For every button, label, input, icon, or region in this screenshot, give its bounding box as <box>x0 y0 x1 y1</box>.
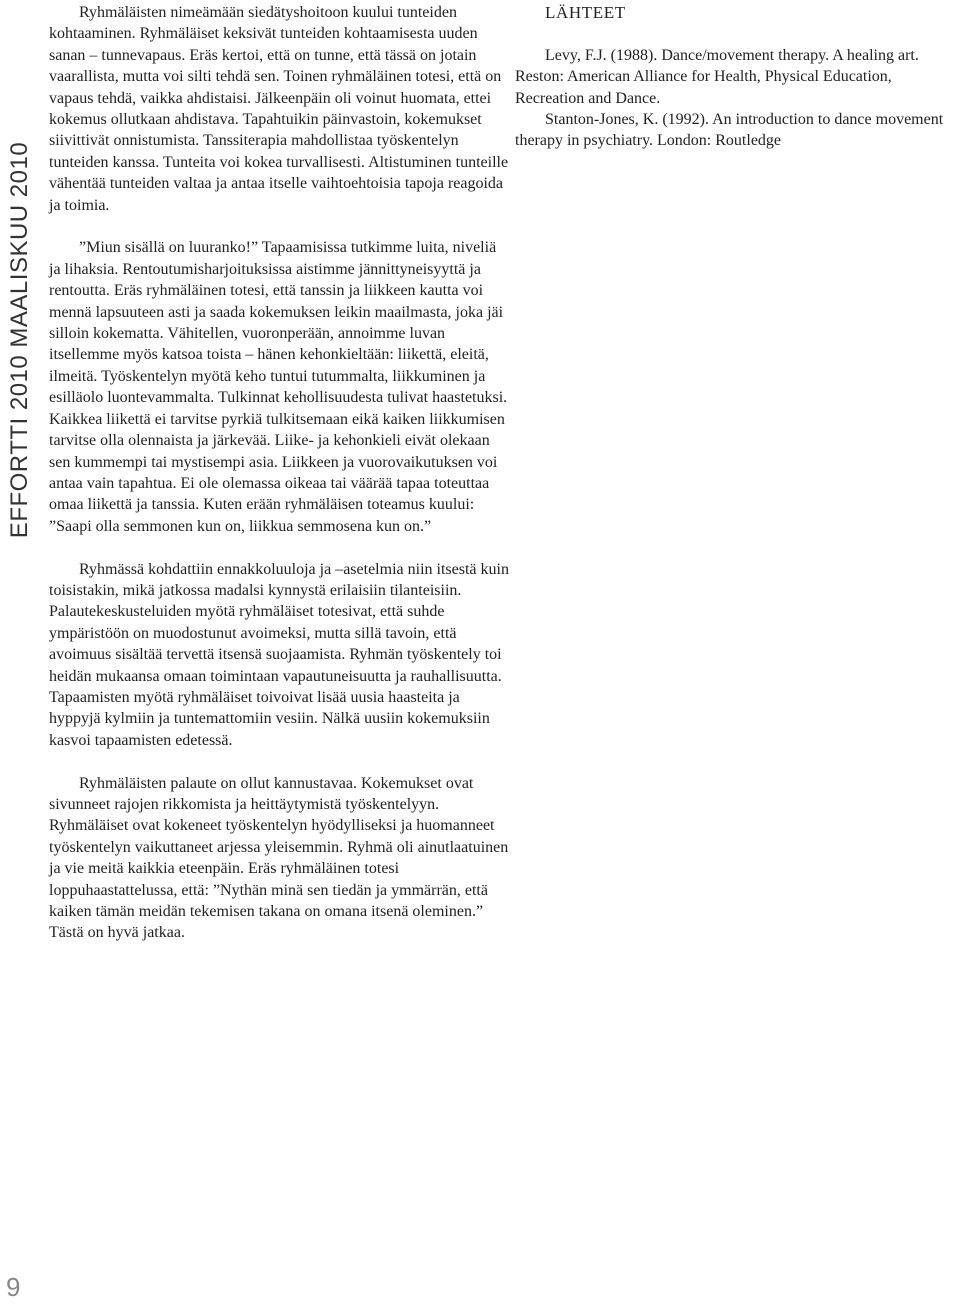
magazine-issue-title: EFFORTTI 2010 MAALISKUU 2010 <box>6 141 33 539</box>
article-body-column <box>49 2 509 965</box>
references-column <box>515 2 960 152</box>
reference-item: Stanton-Jones, K. (1992). An introduction to dance movement therapy in psychiatry. London: Routledge <box>515 111 944 150</box>
reference-item: Levy, F.J. (1988). Dance/movement therapy. A healing art. Reston: American Alliance for Health, Physical Education, Recreation and Dance. <box>515 46 919 107</box>
page-number: 9 <box>6 1272 21 1302</box>
body-paragraph: Ryhmäläisten nimeämään siedätyshoitoon kuului tunteiden kohtaaminen. Ryhmäläiset keksivät tunteiden kohtaamisesta uuden sanan – tunnevapaus. Eräs kertoi, että on tunne, että tässä on jotain vaarallista, mutta voi silti tehdä sen. Toinen ryhmäläinen totesi, että on vapaus tehdä, vaikka ahdistaisi. Jälkeenpäin oli voinut huomata, ettei kokemus ollutkaan ahdistava. Tapahtuikin päinvastoin, kokemukset siivittivät onnistumista. Tanssiterapia mahdollistaa työskentelyn tunteiden kanssa. Tunteita voi kokea turvallisesti. Altistuminen tunteille vähentää tunteiden valtaa ja antaa itselle vaihtoehtoisia tapoja reagoida ja toimia. <box>49 4 509 214</box>
body-paragraph: Ryhmäläisten palaute on ollut kannustavaa. Kokemukset ovat sivunneet rajojen rikkomista ja heittäytymistä työskentelyyn. Ryhmäläiset ovat kokeneet työskentelyn hyödylliseksi ja huomanneet työskentelyn vaikuttaneet arjessa yleisemmin. Ryhmä oli ainutlaatuinen ja vie meitä kaikkia eteenpäin. Eräs ryhmäläinen totesi loppuhaastattelussa, että: ”Nythän minä sen tiedän ja ymmärrän, että kaiken tämän meidän tekemisen takana on omana itsenä oleminen.” Tästä on hyvä jatkaa. <box>49 774 509 942</box>
references-heading: LÄHTEET <box>545 3 626 22</box>
body-paragraph: ”Miun sisällä on luuranko!” Tapaamisissa tutkimme luita, niveliä ja lihaksia. Rentoutumisharjoituksissa aistimme jännittyneisyyttä ja rentoutta. Eräs ryhmäläinen totesi, että tanssin ja liikkeen kautta voi mennä lapsuuteen asti ja saada kokemuksen leikin maailmasta, joka jäi silloin kokematta. Vähitellen, vuoronperään, annoimme luvan itsellemme myös katsoa toista – hänen kehonkieltään: liikettä, eleitä, ilmeitä. Työskentelyn myötä keho tuntui tutummalta, liikkuminen ja esilläolo luontevammalta. Tulkinnat kehollisuudesta tulivat haastetuksi. Kaikkea liikettä ei tarvitse pyrkiä tulkitsemaan eikä kaiken liikkumisen tarvitse olla olennaista ja järkevää. Liike- ja kehonkieli eivät olekaan sen kummempi tai mystisempi asia. Liikkeen ja vuorovaikutuksen voi antaa vain tapahtua. Ei ole olemassa oikeaa tai väärää tapaa toteuttaa omaa liikettä ja tanssia. Kuten erään ryhmäläisen toteamus kuului: ”Saapi olla semmonen kun on, liikkua semmosena kun on.” <box>49 239 508 535</box>
magazine-issue-sidebar <box>0 0 34 1304</box>
body-paragraph: Ryhmässä kohdattiin ennakkoluuloja ja –asetelmia niin itsestä kuin toisistakin, mikä jatkossa madalsi kynnystä erilaisiin tilanteisiin. Palautekeskusteluiden myötä ryhmäläiset totesivat, että suhde ympäristöön on muodostunut avoimeksi, mutta sillä tavoin, että avoimuus sisältää tervettä itsensä suojaamista. Ryhmän työskentely toi heidän mukaansa omaan toimintaan vapautuneisuutta ja rauhallisuutta. Tapaamisten myötä ryhmäläiset toivoivat lisää uusia haasteita ja hyppyjä kylmiin ja tuntemattomiin vesiin. Nälkä uusiin kokemuksiin kasvoi tapaamisten edetessä. <box>49 560 509 749</box>
